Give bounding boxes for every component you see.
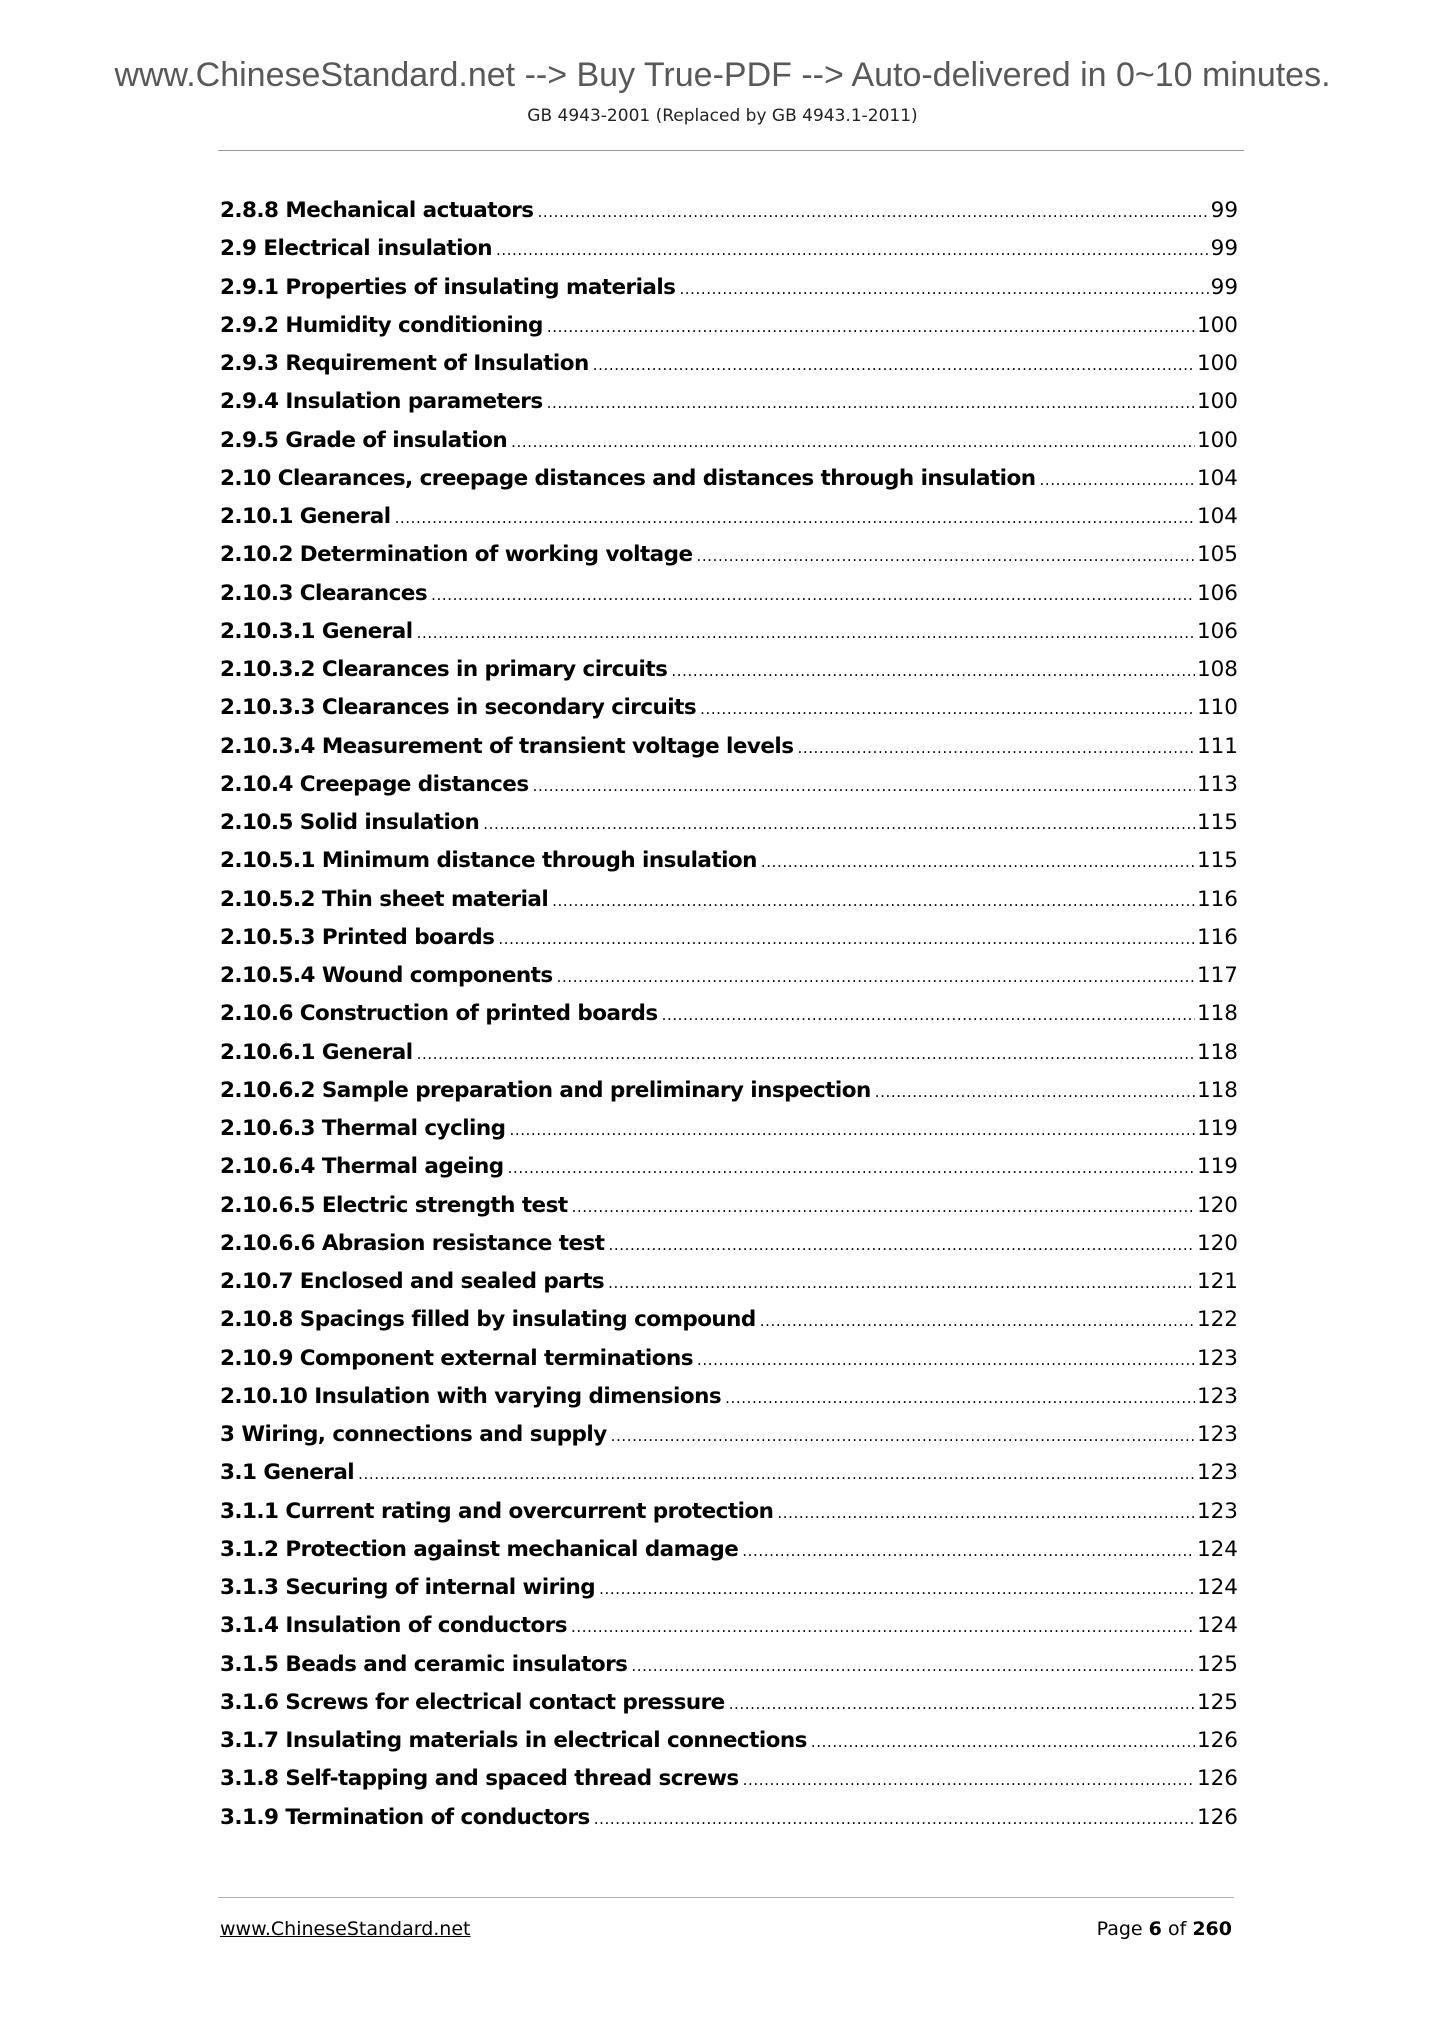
toc-dot-leader [631,1657,1195,1675]
toc-entry[interactable] [220,1154,1238,1192]
toc-entry[interactable] [220,1766,1238,1804]
toc-dot-leader [608,1274,1195,1292]
toc-entry[interactable] [220,1652,1238,1690]
toc-entry-page: 122 [1196,1307,1238,1333]
toc-entry-title: 2.10.5.1 Minimum distance through insulation [220,848,757,874]
toc-entry-page: 104 [1196,465,1238,491]
toc-entry-title: 3.1 General [220,1460,355,1486]
toc-entry-title: 2.10.6.3 Thermal cycling [220,1116,506,1141]
toc-entry[interactable] [220,1193,1238,1231]
toc-entry-title: 2.10.6.4 Thermal ageing [220,1154,504,1180]
footer-divider [218,1897,1234,1898]
toc-dot-leader [593,356,1195,374]
toc-entry-title: 3.1.8 Self-tapping and spaced thread screws [220,1766,739,1792]
toc-entry[interactable] [220,275,1238,313]
document-subtitle: GB 4943-2001 (Replaced by GB 4943.1-2011) [527,106,918,126]
toc-entry-page: 124 [1196,1575,1238,1600]
toc-entry-title: 2.10.1 General [220,504,391,529]
toc-dot-leader [508,1159,1195,1177]
toc-entry-title: 2.10.3.4 Measurement of transient voltage levels [220,733,794,759]
toc-entry[interactable] [220,1001,1238,1039]
toc-dot-leader [725,1389,1195,1407]
toc-entry[interactable] [220,887,1238,925]
toc-entry-page: 100 [1196,389,1238,415]
toc-entry-page: 116 [1196,886,1238,912]
toc-dot-leader [599,1580,1195,1598]
toc-dot-leader [743,1771,1195,1789]
toc-dot-leader [533,777,1195,795]
toc-entry-title: 3.1.6 Screws for electrical contact pressure [220,1689,725,1715]
page-total: 260 [1192,1918,1232,1940]
toc-entry-page: 126 [1196,1766,1238,1792]
toc-entry-page: 121 [1196,1269,1238,1294]
toc-entry-title: 2.10.7 Enclosed and sealed parts [220,1269,605,1294]
toc-entry-title: 2.9.2 Humidity conditioning [220,312,543,338]
toc-dot-leader [417,624,1195,642]
toc-entry-title: 2.9.1 Properties of insulating materials [220,274,676,300]
toc-entry-title: 2.10.3 Clearances [220,580,428,606]
toc-entry[interactable] [220,1690,1238,1728]
toc-entry-page: 120 [1196,1230,1238,1256]
toc-entry-page: 118 [1196,1077,1238,1103]
toc-entry-title: 2.9.4 Insulation parameters [220,389,543,415]
toc-entry[interactable] [220,542,1238,580]
toc-entry[interactable] [220,1384,1238,1422]
toc-entry-title: 2.9.5 Grade of insulation [220,427,508,453]
toc-entry-page: 126 [1196,1804,1238,1830]
toc-entry-page: 123 [1196,1498,1238,1524]
toc-entry-title: 3.1.7 Insulating materials in electrical connections [220,1728,807,1753]
toc-entry[interactable] [220,695,1238,733]
toc-entry[interactable] [220,581,1238,619]
toc-dot-leader [679,280,1208,298]
toc-entry-title: 3.1.1 Current rating and overcurrent protection [220,1498,774,1524]
toc-entry-title: 2.10.9 Component external terminations [220,1345,693,1371]
toc-entry[interactable] [220,1728,1238,1766]
toc-dot-leader [538,203,1209,221]
toc-entry[interactable] [220,963,1238,1001]
toc-entry-page: 117 [1196,963,1238,988]
toc-entry[interactable] [220,1422,1238,1460]
toc-entry-page: 111 [1196,733,1238,759]
table-of-contents [220,198,1238,1843]
toc-entry[interactable] [220,1078,1238,1116]
page-current: 6 [1148,1918,1162,1940]
toc-entry-page: 108 [1196,657,1238,682]
toc-dot-leader [483,815,1195,833]
toc-entry-title: 2.10.6 Construction of printed boards [220,1001,658,1027]
toc-entry-title: 3.1.5 Beads and ceramic insulators [220,1651,628,1677]
toc-entry-page: 124 [1196,1536,1238,1562]
toc-entry[interactable] [220,619,1238,657]
toc-dot-leader [611,1427,1195,1445]
toc-entry-title: 2.10.5 Solid insulation [220,810,480,835]
toc-entry-page: 125 [1196,1689,1238,1715]
toc-entry-page: 106 [1196,618,1238,644]
toc-entry-page: 126 [1196,1728,1238,1753]
toc-entry[interactable] [220,428,1238,466]
toc-entry-page: 123 [1196,1345,1238,1371]
toc-entry-page: 99 [1210,274,1238,300]
toc-dot-leader [511,433,1195,451]
toc-entry-page: 115 [1196,810,1238,835]
toc-dot-leader [552,892,1195,910]
toc-entry[interactable] [220,1307,1238,1345]
toc-entry[interactable] [220,1537,1238,1575]
toc-dot-leader [609,1236,1195,1254]
toc-entry-title: 3.1.2 Protection against mechanical damage [220,1536,739,1562]
toc-dot-leader [547,318,1195,336]
toc-entry[interactable] [220,1269,1238,1307]
toc-entry-page: 105 [1196,542,1238,568]
toc-dot-leader [697,1351,1195,1369]
toc-entry-page: 120 [1196,1192,1238,1218]
footer-site-link[interactable]: www.ChineseStandard.net [220,1918,471,1940]
toc-entry-title: 2.10.2 Determination of working voltage [220,542,693,568]
toc-entry-page: 106 [1196,580,1238,606]
site-banner: www.ChineseStandard.net --> Buy True-PDF --> Auto-delivered in 0~10 minutes. [114,56,1331,94]
toc-entry-title: 2.10.6.5 Electric strength test [220,1192,568,1218]
toc-entry-title: 2.10.6.1 General [220,1039,413,1065]
toc-entry[interactable] [220,734,1238,772]
toc-dot-leader [431,586,1195,604]
toc-entry-title: 2.10 Clearances, creepage distances and distances through insulation [220,465,1036,491]
page-of: of [1167,1918,1187,1940]
toc-entry-page: 119 [1196,1116,1238,1141]
toc-entry[interactable] [220,198,1238,236]
toc-entry-title: 2.10.6.6 Abrasion resistance test [220,1230,605,1256]
toc-entry[interactable] [220,1231,1238,1269]
toc-entry-page: 125 [1196,1651,1238,1677]
toc-entry-page: 104 [1196,504,1238,529]
toc-dot-leader [1039,471,1194,489]
toc-entry-title: 2.10.3.3 Clearances in secondary circuits [220,695,697,721]
toc-entry-page: 110 [1196,695,1238,721]
toc-dot-leader [358,1465,1195,1483]
toc-entry-title: 2.8.8 Mechanical actuators [220,198,534,223]
toc-entry-title: 2.10.5.4 Wound components [220,963,553,988]
toc-dot-leader [547,394,1195,412]
toc-dot-leader [572,1198,1195,1216]
toc-entry[interactable] [220,772,1238,810]
toc-entry-page: 124 [1196,1613,1238,1639]
toc-entry[interactable] [220,657,1238,695]
toc-entry-page: 123 [1196,1460,1238,1486]
toc-entry-title: 2.10.3.1 General [220,618,413,644]
toc-entry-title: 2.10.4 Creepage distances [220,771,529,797]
toc-entry-title: 2.9.3 Requirement of Insulation [220,351,589,376]
toc-entry-title: 2.10.8 Spacings filled by insulating compound [220,1307,756,1333]
toc-dot-leader [571,1618,1195,1636]
toc-dot-leader [811,1733,1195,1751]
toc-dot-leader [875,1083,1195,1101]
toc-dot-leader [797,739,1195,757]
toc-entry-page: 119 [1196,1154,1238,1180]
toc-entry-title: 3.1.9 Termination of conductors [220,1804,590,1830]
page-number [1097,1918,1232,1940]
toc-entry-title: 3.1.3 Securing of internal wiring [220,1575,596,1600]
toc-entry-title: 2.9 Electrical insulation [220,236,492,262]
toc-entry[interactable] [220,925,1238,963]
toc-entry[interactable] [220,236,1238,274]
toc-entry[interactable] [220,1460,1238,1498]
toc-entry[interactable] [220,313,1238,351]
toc-entry[interactable] [220,1805,1238,1843]
toc-entry[interactable] [220,389,1238,427]
toc-dot-leader [395,509,1195,527]
toc-dot-leader [498,930,1195,948]
toc-entry[interactable] [220,848,1238,886]
toc-dot-leader [509,1121,1195,1139]
toc-entry[interactable] [220,1040,1238,1078]
toc-entry[interactable] [220,1116,1238,1154]
toc-entry-page: 99 [1210,236,1238,262]
toc-entry-page: 100 [1196,312,1238,338]
toc-dot-leader [496,241,1209,259]
toc-entry-title: 2.10.10 Insulation with varying dimensions [220,1383,722,1409]
toc-entry-title: 3 Wiring, connections and supply [220,1422,607,1447]
toc-entry[interactable] [220,1613,1238,1651]
toc-dot-leader [760,1312,1195,1330]
toc-entry-title: 3.1.4 Insulation of conductors [220,1613,568,1639]
toc-entry-page: 99 [1210,198,1238,223]
toc-entry-page: 118 [1196,1001,1238,1027]
toc-dot-leader [671,662,1195,680]
toc-entry-title: 2.10.5.2 Thin sheet material [220,886,549,912]
toc-entry-page: 113 [1196,771,1238,797]
toc-dot-leader [761,853,1195,871]
toc-dot-leader [662,1006,1195,1024]
toc-entry[interactable] [220,1499,1238,1537]
toc-entry[interactable] [220,1346,1238,1384]
toc-entry-title: 2.10.3.2 Clearances in primary circuits [220,657,668,682]
toc-dot-leader [594,1810,1195,1828]
toc-entry-title: 2.10.5.3 Printed boards [220,924,495,950]
toc-entry[interactable] [220,810,1238,848]
toc-dot-leader [742,1542,1195,1560]
toc-entry-page: 100 [1196,351,1238,376]
toc-entry-page: 118 [1196,1039,1238,1065]
toc-entry-page: 115 [1196,848,1238,874]
toc-entry-page: 123 [1196,1422,1238,1447]
toc-dot-leader [700,700,1195,718]
toc-entry-page: 116 [1196,924,1238,950]
toc-entry-title: 2.10.6.2 Sample preparation and preliminary inspection [220,1077,871,1103]
page-prefix: Page [1096,1918,1143,1940]
toc-entry[interactable] [220,504,1238,542]
toc-dot-leader [729,1695,1195,1713]
toc-dot-leader [417,1045,1195,1063]
toc-entry[interactable] [220,351,1238,389]
toc-entry[interactable] [220,466,1238,504]
header-divider [218,150,1244,151]
toc-entry[interactable] [220,1575,1238,1613]
toc-entry-page: 123 [1196,1383,1238,1409]
toc-dot-leader [697,547,1195,565]
toc-entry-page: 100 [1196,427,1238,453]
toc-dot-leader [557,968,1195,986]
toc-dot-leader [777,1504,1195,1522]
